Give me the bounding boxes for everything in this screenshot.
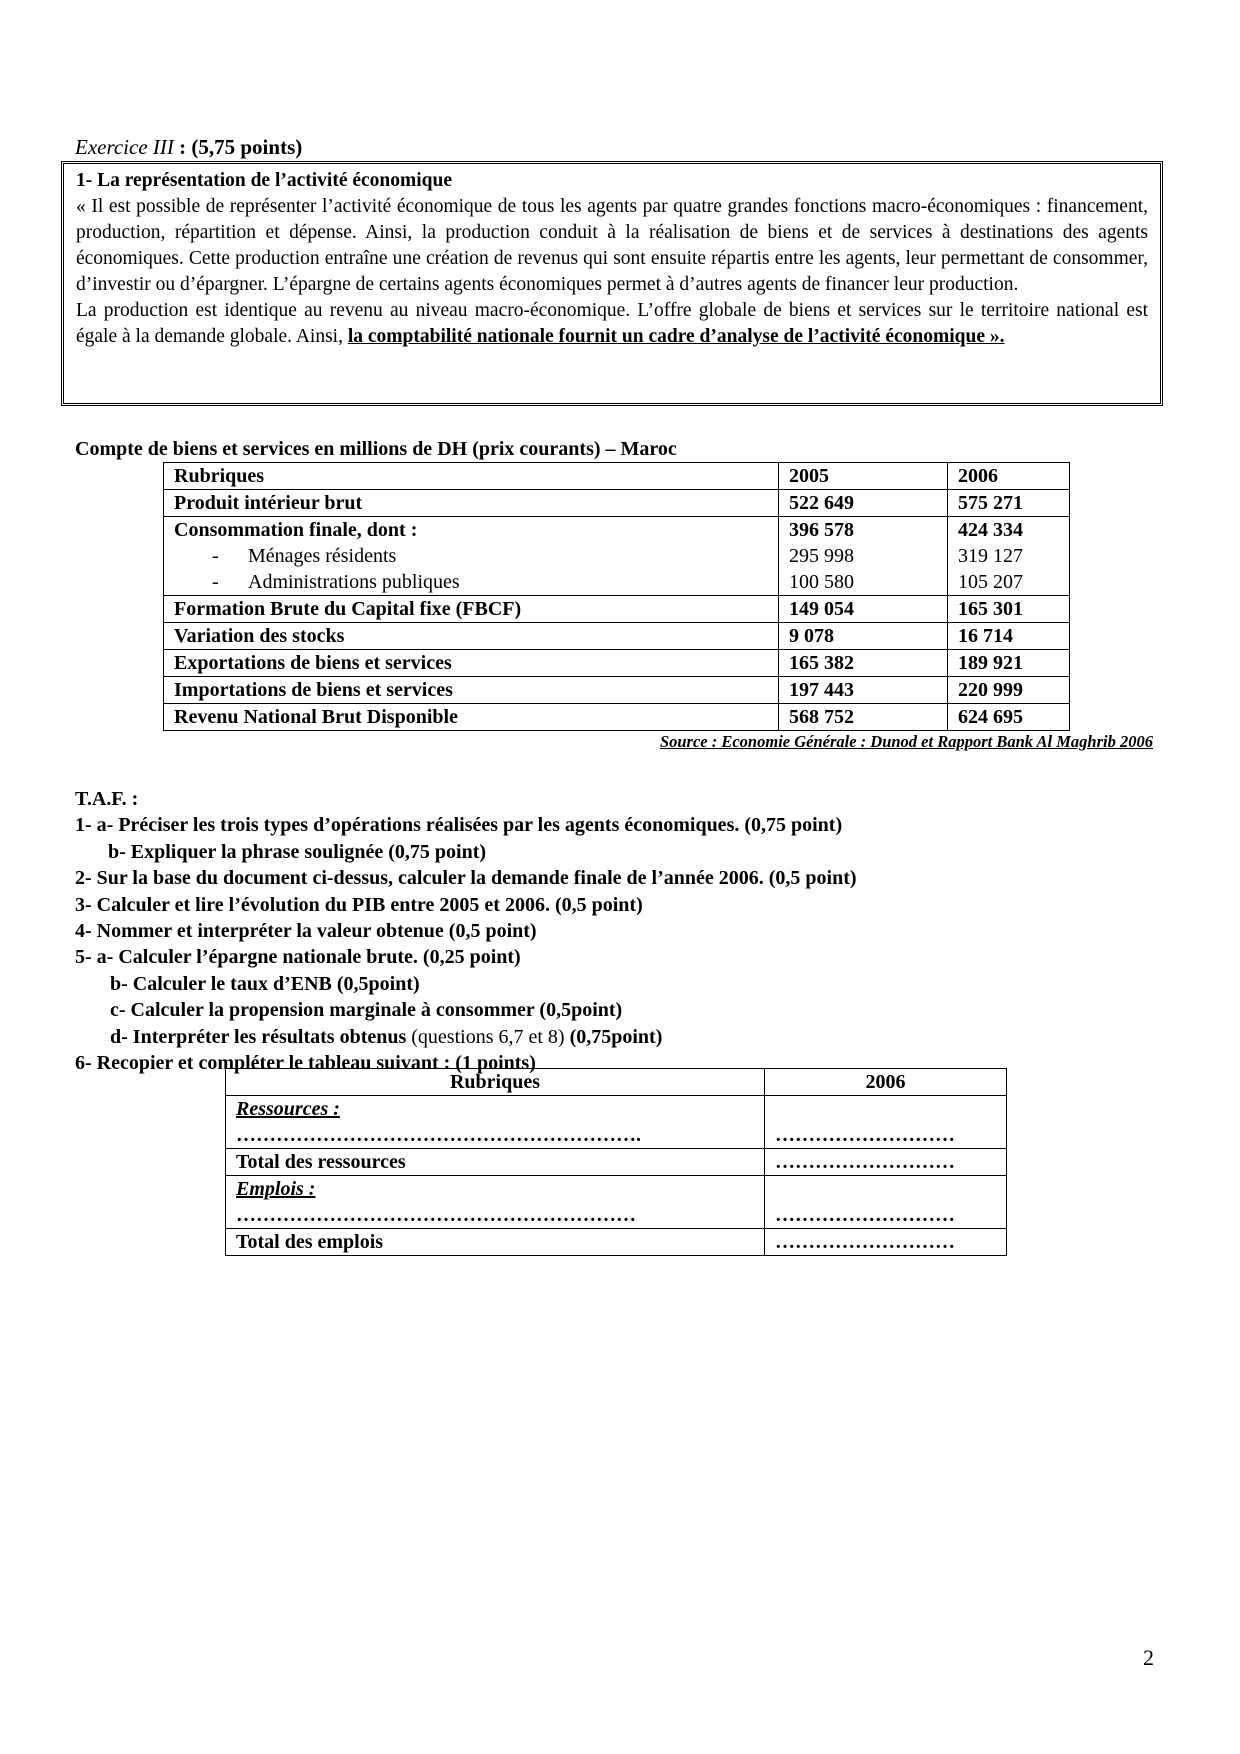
- list-dash: -: [212, 571, 219, 593]
- value-2005: 100 580: [779, 569, 948, 596]
- row-label: Exportations de biens et services: [164, 650, 779, 677]
- value-2005: 568 752: [779, 704, 948, 731]
- emplois-label: Emplois :: [236, 1178, 316, 1200]
- value-2005: 165 382: [779, 650, 948, 677]
- emplois-cell: [226, 1176, 765, 1229]
- header-cell: Rubriques: [226, 1069, 765, 1096]
- value-2006: 319 127: [948, 543, 1070, 569]
- table-row: [164, 569, 1070, 596]
- row-label: Importations de biens et services: [164, 677, 779, 704]
- table-row: [164, 543, 1070, 569]
- underlined-sentence: la comptabilité nationale fournit un cadre d’analyse de l’activité économique ».: [347, 326, 1005, 347]
- exercise-title-label: Exercice III: [75, 135, 174, 159]
- emplois-value-cell: [765, 1176, 1007, 1229]
- question-6: 6- Recopier et compléter le tableau suivant : (1 points): [75, 1052, 536, 1075]
- emplois-blank: ……………………………………………………: [236, 1204, 636, 1226]
- table-source: Source : Economie Générale : Dunod et Rapport Bank Al Maghrib 2006: [659, 732, 1153, 751]
- total-emplois-value-cell: [765, 1229, 1007, 1256]
- total-emplois-blank: ………………………: [775, 1231, 955, 1253]
- value-2005: 149 054: [779, 596, 948, 623]
- total-ressources-blank: ………………………: [775, 1151, 955, 1173]
- question-5d-points: (0,75point): [569, 1025, 663, 1048]
- row-label: Produit intérieur brut: [164, 490, 779, 517]
- table-row: [226, 1149, 1007, 1176]
- ressources-blank: …………………………………………………….: [236, 1124, 641, 1146]
- value-2006: 624 695: [948, 704, 1070, 731]
- question-3: 3- Calculer et lire l’évolution du PIB entre 2005 et 2006. (0,5 point): [75, 893, 643, 916]
- questions-block: [75, 786, 857, 1076]
- value-2005: 522 649: [779, 490, 948, 517]
- table-row: [226, 1176, 1007, 1229]
- row-label: [164, 569, 779, 596]
- table-row: [164, 623, 1070, 650]
- table-row: [226, 1096, 1007, 1149]
- accounts-table: [163, 462, 1070, 731]
- row-label-text: Administrations publiques: [248, 571, 460, 593]
- total-ressources-value-cell: [765, 1149, 1007, 1176]
- list-dash: -: [212, 545, 219, 567]
- question-4: 4- Nommer et interpréter la valeur obtenue (0,5 point): [75, 920, 537, 943]
- question-5d-note: (questions 6,7 et 8): [406, 1025, 570, 1048]
- document-paragraph-1: « Il est possible de représenter l’activité économique de tous les agents par quatre grandes fonctions macro-économiques : financement, production, répartition et dépense. Ainsi, la production conduit à la réalisation de biens et de services à destinations des agents économiques. Cette production entraîne une création de revenus qui sont ensuite répartis entre les agents, leur permettant de consommer, d’investir ou d’épargner. L’épargne de certains agents économiques permet à d’autres agents de financer leur production.: [76, 196, 1148, 295]
- table-row: [164, 517, 1070, 544]
- table-row: [164, 650, 1070, 677]
- question-1b: b- Expliquer la phrase soulignée (0,75 point): [108, 840, 487, 863]
- row-label: Variation des stocks: [164, 623, 779, 650]
- value-2006: 16 714: [948, 623, 1070, 650]
- document-paragraph-2-text: La production est identique au revenu au niveau macro-économique. L’offre globale de biens et services sur le territoire national est égale à la demande globale. Ainsi,: [76, 300, 1148, 347]
- value-2006: 424 334: [948, 517, 1070, 544]
- table-row: [164, 596, 1070, 623]
- table-row: [164, 704, 1070, 731]
- question-2: 2- Sur la base du document ci-dessus, calculer la demande finale de l’année 2006. (0,5 point): [75, 867, 857, 890]
- row-label-text: Ménages résidents: [248, 545, 397, 567]
- value-2005: 295 998: [779, 543, 948, 569]
- value-2005: 9 078: [779, 623, 948, 650]
- ressources-value-cell: [765, 1096, 1007, 1149]
- ressources-label: Ressources :: [236, 1098, 340, 1120]
- completion-table: [225, 1068, 1007, 1256]
- table-row: [164, 677, 1070, 704]
- value-2005: 197 443: [779, 677, 948, 704]
- total-emplois-label: Total des emplois: [226, 1229, 765, 1256]
- value-2006: 189 921: [948, 650, 1070, 677]
- row-label: Formation Brute du Capital fixe (FBCF): [164, 596, 779, 623]
- value-2006: 165 301: [948, 596, 1070, 623]
- table-header-row: [164, 463, 1070, 490]
- document-heading: 1- La représentation de l’activité économique: [76, 170, 453, 191]
- question-5a: 5- a- Calculer l’épargne nationale brute. (0,25 point): [75, 946, 521, 969]
- exercise-title: [75, 134, 302, 160]
- page-number: 2: [1143, 1645, 1154, 1670]
- value-2006: 105 207: [948, 569, 1070, 596]
- document-text-box: [61, 161, 1163, 406]
- row-label: [164, 543, 779, 569]
- ressources-cell: [226, 1096, 765, 1149]
- accounts-table-title: Compte de biens et services en millions de DH (prix courants) – Maroc: [75, 438, 677, 460]
- header-cell: 2005: [779, 463, 948, 490]
- emplois-value-blank: ………………………: [775, 1204, 955, 1226]
- value-2006: 575 271: [948, 490, 1070, 517]
- question-5c: c- Calculer la propension marginale à consommer (0,5point): [110, 999, 623, 1022]
- header-cell: 2006: [765, 1069, 1007, 1096]
- header-cell: Rubriques: [164, 463, 779, 490]
- table-header-row: [226, 1069, 1007, 1096]
- table-row: [164, 490, 1070, 517]
- question-5d-bold: d- Interpréter les résultats obtenus: [110, 1025, 407, 1048]
- value-2006: 220 999: [948, 677, 1070, 704]
- question-5b: b- Calculer le taux d’ENB (0,5point): [110, 972, 420, 995]
- document-paragraph-2: [76, 298, 1148, 350]
- question-5d: [75, 1024, 857, 1050]
- total-ressources-label: Total des ressources: [226, 1149, 765, 1176]
- ressources-value-blank: ………………………: [775, 1124, 955, 1146]
- row-label: Consommation finale, dont :: [164, 517, 779, 544]
- table-row: [226, 1229, 1007, 1256]
- row-label: Revenu National Brut Disponible: [164, 704, 779, 731]
- questions-title: T.A.F. :: [75, 788, 139, 810]
- header-cell: 2006: [948, 463, 1070, 490]
- exercise-title-points: : (5,75 points): [173, 135, 303, 159]
- question-1a: 1- a- Préciser les trois types d’opérations réalisées par les agents économiques. (0,75 point): [75, 814, 843, 837]
- value-2005: 396 578: [779, 517, 948, 544]
